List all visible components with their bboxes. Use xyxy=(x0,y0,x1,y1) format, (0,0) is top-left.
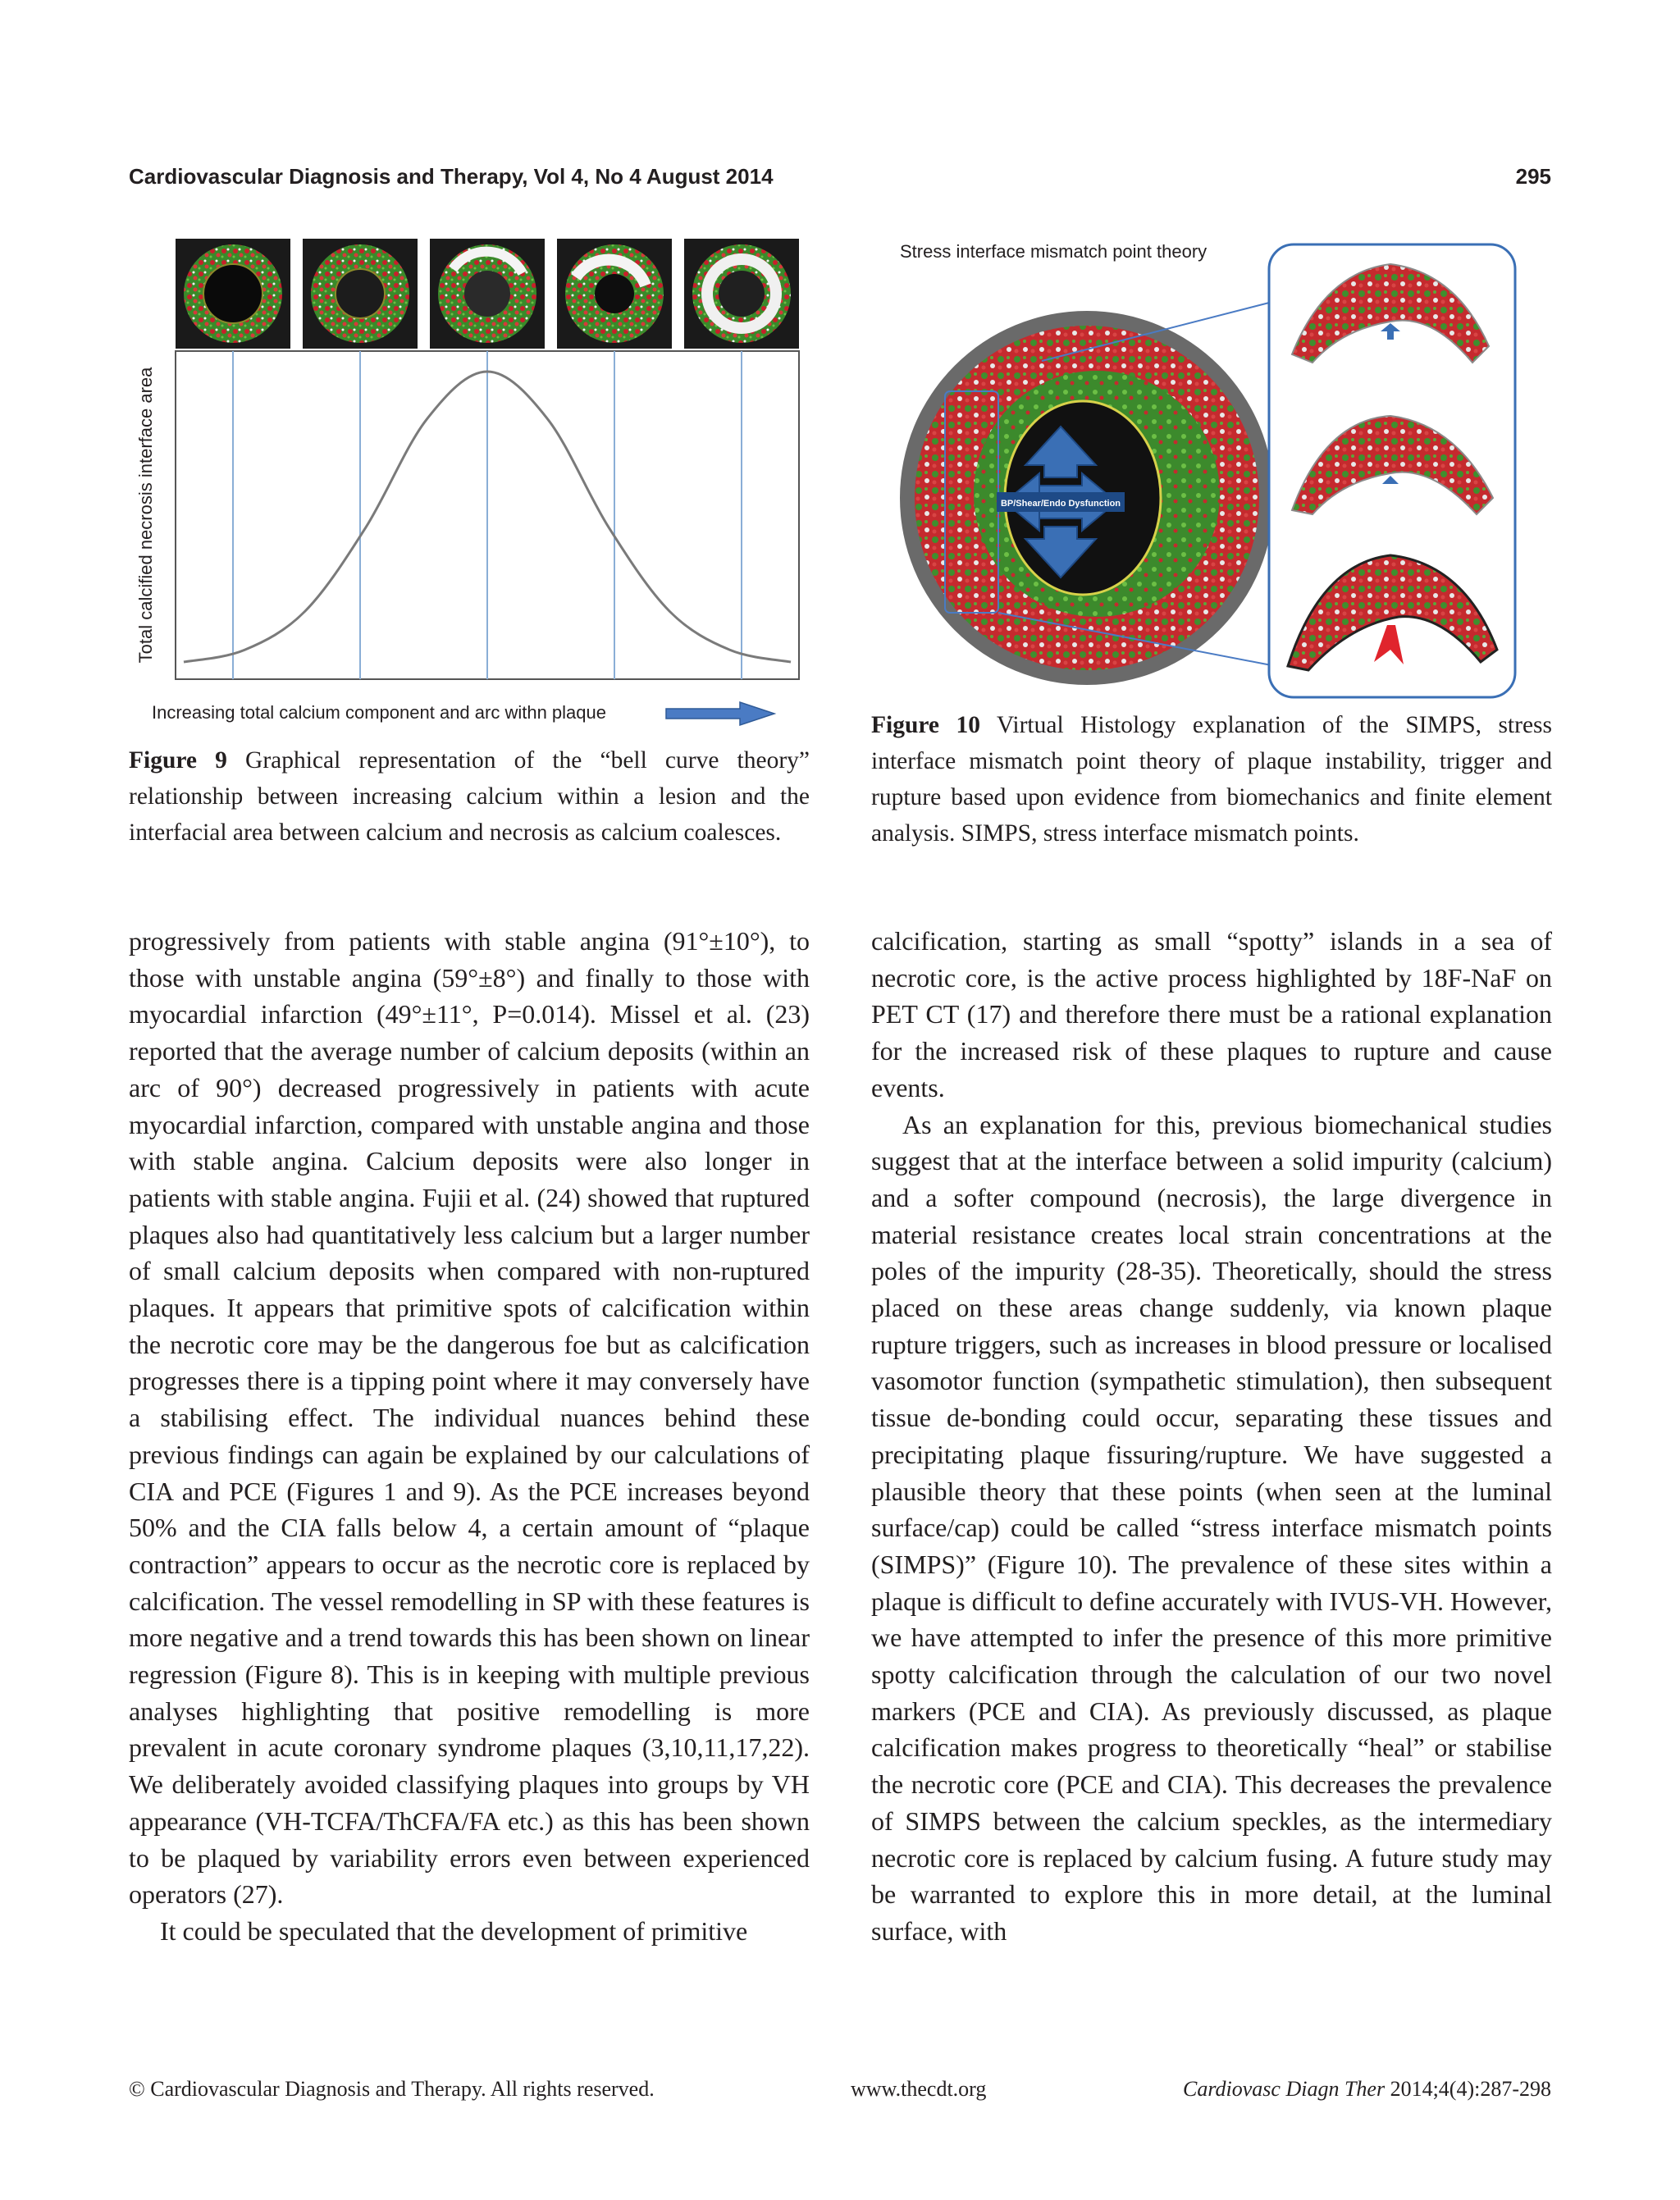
figure-9-caption-text: Graphical representation of the “bell curve theory” relationship between increasing calcium within a lesion and the interfacial area between calcium and necrosis as calcium coalesces. xyxy=(129,747,810,846)
footer-citation-text: 2014;4(4):287-298 xyxy=(1385,2077,1551,2101)
figure-10-caption-text: Virtual Histology explanation of the SIMPS, stress interface mismatch point theory of plaque instability, trigger and rupture based upon evidence from biomechanics and finite element analysis. SIMPS, stress interface mismatch points. xyxy=(871,712,1552,847)
footer-journal-abbrev: Cardiovasc Diagn Ther xyxy=(1183,2077,1386,2101)
footer-citation xyxy=(1183,2077,1551,2102)
figure-10-graphic xyxy=(898,240,1522,703)
x-axis-label: Increasing total calcium component and arc withn plaque xyxy=(152,702,606,723)
ivus-thumbnail-1 xyxy=(176,239,290,349)
paragraph-left-2: It could be speculated that the development of primitive xyxy=(160,1915,748,1946)
figure-9-caption xyxy=(129,742,810,851)
body-column-right xyxy=(871,923,1552,1950)
journal-header: Cardiovascular Diagnosis and Therapy, Vol 4, No 4 August 2014 xyxy=(129,164,774,189)
paragraph-right-2: As an explanation for this, previous biomechanical studies suggest that at the interface between a solid impurity (calcium) and a softer compound (necrosis), the large divergence in material resistance creates local strain concentrations at the poles of the impurity (28-35). Theoretically, should the stress placed on these areas change suddenly, via known plaque rupture triggers, such as increases in blood pressure or localised vasomotor function (sympathetic stimulation), then subsequent tissue de-bonding could occur, separating these tissues and precipitating plaque fissuring/rupture. We have suggested a plausible theory that these points (when seen at the luminal surface/cap) could be called “stress interface mismatch points (SIMPS)” (Figure 10). The prevalence of these sites within a plaque is difficult to define accurately with IVUS-VH. However, we have attempted to infer the presence of this more primitive spotty calcification through the calculation of our two novel markers (PCE and CIA). As previously discussed, as plaque calcification makes progress to theoretically “heal” or stabilise the necrotic core (PCE and CIA). This decreases the prevalence of SIMPS between the calcium speckles, as the intermediary necrotic core is replaced by calcium fusing. A future study may be warranted to explore this in more detail, at the luminal surface, with xyxy=(871,1109,1552,1946)
figure-10-title: Stress interface mismatch point theory xyxy=(900,241,1208,262)
arrow-label: BP/Shear/Endo Dysfunction xyxy=(1000,499,1121,509)
ivus-thumbnail-4 xyxy=(557,239,672,349)
figure-9-caption-label: Figure 9 xyxy=(129,747,227,774)
footer-copyright: © Cardiovascular Diagnosis and Therapy. All rights reserved. xyxy=(129,2077,655,2101)
paragraph-left-1: progressively from patients with stable angina (91°±10°), to those with unstable angina (59°±8°) and finally to those with myocardial infarction (49°±11°, P=0.014). Missel et al. (23) reported that the average number of calcium deposits (within an arc of 90°) decreased progressively in patients with acute myocardial infarction, compared with unstable angina and those with stable angina. Calcium deposits were also longer in patients with stable angina. Fujii et al. (24) showed that ruptured plaques also had quantitatively less calcium but a larger number of small calcium deposits when compared with non-ruptured plaques. It appears that primitive spots of calcification within the necrotic core may be the dangerous foe but as calcification progresses there is a tipping point where it may conversely have a stabilising effect. The individual nuances behind these previous findings can again be explained by our calculations of CIA and PCE (Figures 1 and 9). As the PCE increases beyond 50% and the CIA falls below 4, a certain amount of “plaque contraction” appears to occur as the necrotic core is replaced by calcification. The vessel remodelling in SP with these features is more negative and a trend towards this has been shown on linear regression (Figure 8). This is in keeping with multiple previous analyses highlighting that positive remodelling is more prevalent in acute coronary syndrome plaques (3,10,11,17,22). We deliberately avoided classifying plaques into groups by VH appearance (VH-TCFA/ThCFA/FA etc.) as this has been shown to be plaqued by variability errors even between experienced operators (27). xyxy=(129,926,810,1910)
figure-10-caption xyxy=(871,707,1552,851)
y-axis-label: Total calcified necrosis interface area xyxy=(135,367,156,664)
footer-website[interactable]: www.thecdt.org xyxy=(851,2077,987,2101)
ivus-thumbnail-5 xyxy=(684,239,799,349)
ivus-thumbnail-3 xyxy=(430,239,545,349)
x-axis-arrow-icon xyxy=(666,702,774,725)
figure-9-graphic xyxy=(129,236,810,728)
ivus-thumbnail-2 xyxy=(303,239,418,349)
figure-10-caption-label: Figure 10 xyxy=(871,712,980,738)
page-number: 295 xyxy=(1515,164,1551,189)
body-column-left xyxy=(129,923,810,1950)
figure-10 xyxy=(898,240,1522,703)
figure-9 xyxy=(129,236,810,728)
paragraph-right-1: calcification, starting as small “spotty” islands in a sea of necrotic core, is the active process highlighted by 18F-NaF on PET CT (17) and therefore there must be a rational explanation for the increased risk of these plaques to rupture and cause events. xyxy=(871,926,1552,1102)
